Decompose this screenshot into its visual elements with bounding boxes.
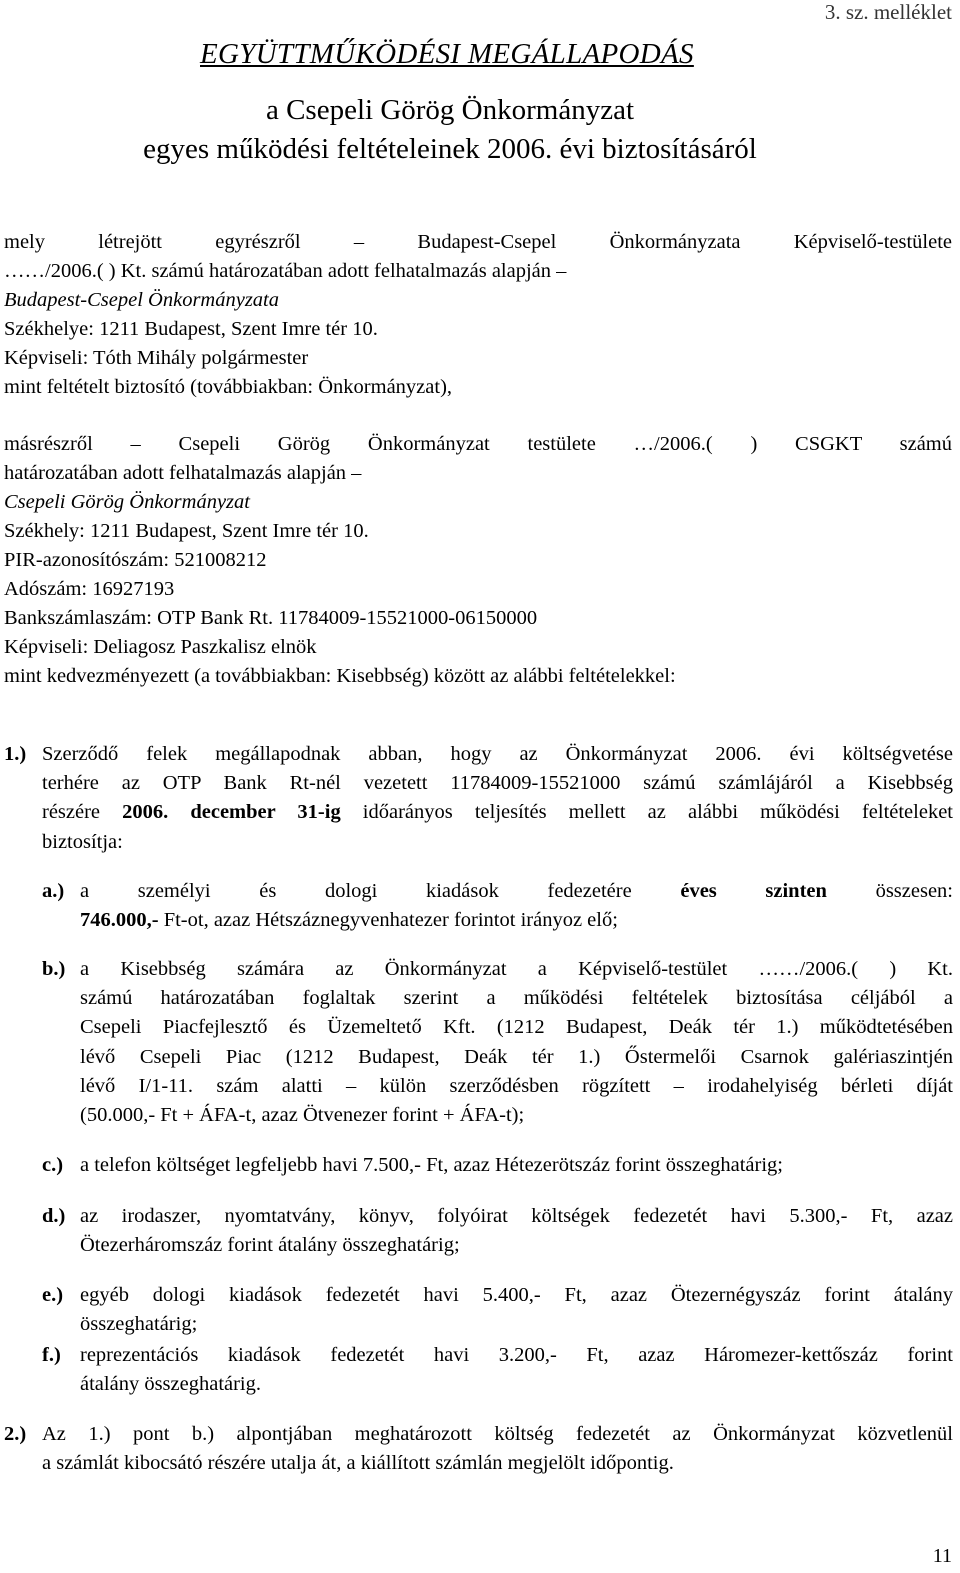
subtitle-line-2: egyes működési feltételeinek 2006. évi biztosításáról: [143, 133, 757, 165]
party2-line-1: másrészről – Csepeli Görög Önkormányzat testülete …/2006.( ) CSGKT számú: [4, 433, 952, 455]
item-b-line-1: a Kisebbség számára az Önkormányzat a Képviselő-testület ……/2006.( ) Kt.: [80, 958, 953, 980]
item-d-text: [80, 1202, 953, 1260]
clause2-line-1: Az 1.) pont b.) alpontjában meghatározott költség fedezetét az Önkormányzat közvetlenül: [42, 1423, 953, 1445]
item-a-line-1: a személyi és dologi kiadások fedezetére éves szinten összesen:: [80, 880, 953, 902]
clause1-line-3: részére 2006. december 31-ig időarányos teljesítés mellett az alábbi működési feltételeket: [42, 801, 953, 824]
clause1-text: [42, 740, 953, 857]
item-b-line-2: számú határozatában foglaltak szerint a működési feltételek biztosítása céljából a: [80, 987, 953, 1010]
clause1-line-1: Szerződő felek megállapodnak abban, hogy az Önkormányzat 2006. évi költségvetése: [42, 743, 953, 765]
subtitle-line-1: a Csepeli Görög Önkormányzat: [265, 94, 635, 126]
clause2-line-2: a számlát kibocsátó részére utalja át, a kiállított számlán megjelölt időpontig.: [42, 1452, 674, 1475]
item-d-line-2: Ötezerháromszáz forint átalány összeghatárig;: [80, 1234, 460, 1257]
item-d-line-1: az irodaszer, nyomtatvány, könyv, folyóirat költségek fedezetét havi 5.300,- Ft, azaz: [80, 1205, 953, 1227]
party1-role: mint feltételt biztosító (továbbiakban: Önkormányzat),: [4, 376, 453, 398]
item-f-line-1: reprezentációs kiadások fedezetét havi 3.200,- Ft, azaz Háromezer-kettőszáz forint: [80, 1344, 953, 1366]
item-e-text: [80, 1281, 953, 1339]
item-a-label: a.): [42, 880, 65, 902]
item-e-label: e.): [42, 1284, 64, 1306]
item-b-line-3: Csepeli Piacfejlesztő és Üzemeltető Kft. (1212 Budapest, Deák tér 1.) működtetésében: [80, 1016, 953, 1039]
item-f-label: f.): [42, 1344, 61, 1366]
clause2-text: [42, 1420, 953, 1478]
party1-line-1: mely létrejött egyrészről – Budapest-Csepel Önkormányzata Képviselő-testülete: [4, 231, 952, 253]
party1-seat: Székhelye: 1211 Budapest, Szent Imre tér 10.: [4, 318, 378, 340]
item-b-label: b.): [42, 958, 66, 980]
document-title: EGYÜTTMŰKÖDÉSI MEGÁLLAPODÁS: [200, 38, 694, 70]
party2-tax-number: Adószám: 16927193: [4, 578, 175, 600]
item-f-text: [80, 1341, 953, 1399]
party2-representative: Képviseli: Deliagosz Paszkalisz elnök: [4, 636, 317, 658]
annex-label: 3. sz. melléklet: [824, 0, 952, 24]
party2-pir: PIR-azonosítószám: 521008212: [4, 549, 267, 571]
item-e-line-1: egyéb dologi kiadások fedezetét havi 5.400,- Ft, azaz Ötezernégyszáz forint átalány: [80, 1284, 953, 1306]
item-e-line-2: összeghatárig;: [80, 1313, 198, 1336]
item-c-text: [80, 1151, 953, 1180]
item-b-text: [80, 955, 953, 1130]
party2-bank-account: Bankszámlaszám: OTP Bank Rt. 11784009-15521000-06150000: [4, 607, 538, 629]
clause2-label: 2.): [4, 1423, 27, 1445]
item-a-line-2: 746.000,- Ft-ot, azaz Hétszáznegyvenhatezer forintot irányoz elő;: [80, 909, 618, 932]
item-d-label: d.): [42, 1205, 66, 1227]
item-a-text: [80, 877, 953, 935]
item-c-label: c.): [42, 1154, 64, 1176]
item-b-line-4: lévő Csepeli Piac (1212 Budapest, Deák tér 1.) Őstermelői Csarnok galériaszintjén: [80, 1045, 953, 1068]
party2-name: Csepeli Görög Önkormányzat: [4, 491, 250, 513]
clause1-line-4: biztosítja:: [42, 830, 123, 853]
clause1-label: 1.): [4, 743, 27, 765]
party1-line-2: ……/2006.( ) Kt. számú határozatában adott felhatalmazás alapján –: [4, 260, 567, 282]
item-b-line-6: (50.000,- Ft + ÁFA-t, azaz Ötvenezer forint + ÁFA-t);: [80, 1104, 525, 1127]
party1-name: Budapest-Csepel Önkormányzata: [4, 289, 279, 311]
item-c-line-1: a telefon költséget legfeljebb havi 7.500,- Ft, azaz Hétezerötszáz forint összeghatárig;: [80, 1154, 783, 1176]
page-number: 11: [932, 1545, 952, 1567]
party1-representative: Képviseli: Tóth Mihály polgármester: [4, 347, 309, 369]
party2-seat: Székhely: 1211 Budapest, Szent Imre tér 10.: [4, 520, 369, 542]
item-f-line-2: átalány összeghatárig.: [80, 1373, 262, 1396]
item-b-line-5: lévő I/1-11. szám alatti – külön szerződésben rögzített – irodahelyiség bérleti díját: [80, 1074, 953, 1097]
party2-role: mint kedvezményezett (a továbbiakban: Kisebbség) között az alábbi feltételekkel:: [4, 665, 676, 687]
clause1-line-2: terhére az OTP Bank Rt-nél vezetett 11784009-15521000 számú számlájáról a Kisebbség: [42, 772, 953, 795]
party2-line-2: határozatában adott felhatalmazás alapján –: [4, 462, 362, 484]
